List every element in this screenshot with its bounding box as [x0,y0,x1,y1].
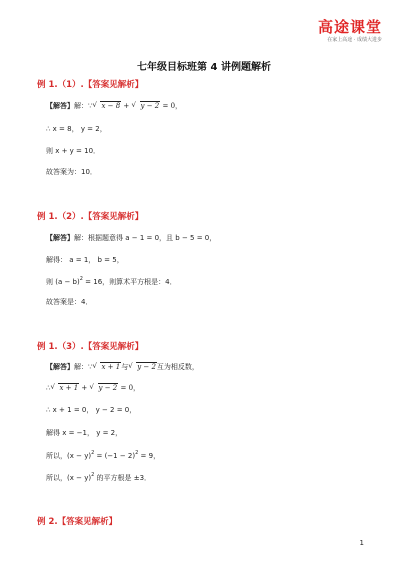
radicand: x + 1 [59,384,79,392]
text: = 9， [138,452,161,460]
text: ∴ [46,384,51,392]
example-1-1-heading: 例 1.（1）.【答案见解析】 [37,80,144,90]
example-1-3-line-5 [46,450,160,461]
sqrt-expression [92,102,121,110]
sqrt-expression [90,384,119,392]
text: + [79,384,90,392]
text: 所以，(x − y) [46,452,92,460]
page-title: 七年级目标班第 4 讲例题解析 [137,62,271,73]
example-1-2-heading: 例 1.（2）.【答案见解析】 [37,212,144,222]
radicand: x + 1 [101,363,121,371]
sqrt-expression [132,102,161,110]
example-1-1-line-3: 则 x + y = 10． [46,147,101,155]
sqrt-expression [128,363,157,371]
example-1-3-heading: 例 1.（3）.【答案见解析】 [37,342,144,352]
text: 互为相反数， [156,363,199,371]
example-1-3-line-6 [46,472,151,483]
page-number: 1 [359,539,364,547]
example-2-heading: 例 2.【答案见解析】 [37,517,118,527]
example-1-2-line-4: 故答案是：4． [46,298,93,306]
radicand: y − 2 [98,384,118,392]
text: 与 [121,363,129,371]
solution-tag: 【解答】 [46,234,74,242]
radicand: y − 2 [140,102,160,110]
exponent: 2 [79,276,83,282]
text: 解：根据题意得 a − 1 = 0，且 b − 5 = 0， [74,234,217,242]
sqrt-expression [50,384,79,392]
text: 解：∵ [74,363,93,371]
logo-slogan: 在家上高途 · 成绩大进步 [327,37,382,43]
text: 所以，(x − y) [46,474,92,482]
solution-tag: 【解答】 [46,363,74,371]
example-1-1-line-4: 故答案为：10． [46,168,97,176]
text: + [121,102,132,110]
text: = 16，则算术平方根是：4． [82,278,177,286]
text: 则 (a − b) [46,278,80,286]
example-1-2-line-2: 解得： a = 1， b = 5， [46,256,124,264]
sqrt-expression [92,363,121,371]
example-1-3-line-3: ∴ x + 1 = 0， y − 2 = 0， [46,406,137,414]
exponent: 2 [91,472,95,478]
example-1-1-line-2: ∴ x = 8， y = 2， [46,125,107,133]
example-1-3-line-4: 解得 x = −1， y = 2， [46,429,123,437]
logo-brand: 高途课堂 [317,18,382,36]
example-1-2-line-1 [46,233,216,243]
text: = (−1 − 2) [94,452,136,460]
text: 解：∵ [74,102,93,110]
example-1-3-line-1 [46,362,199,372]
radicand: x − 8 [101,102,121,110]
text: = 0， [160,102,183,110]
example-1-3-line-2 [46,383,140,393]
exponent: 2 [91,450,95,456]
text: 的平方根是 ±3． [94,474,152,482]
example-1-1-line-1 [46,101,182,111]
exponent: 2 [135,450,139,456]
example-1-2-line-3 [46,276,177,287]
logo [318,18,382,44]
radicand: y − 2 [137,363,156,371]
solution-tag: 【解答】 [46,102,74,110]
text: = 0， [118,384,141,392]
